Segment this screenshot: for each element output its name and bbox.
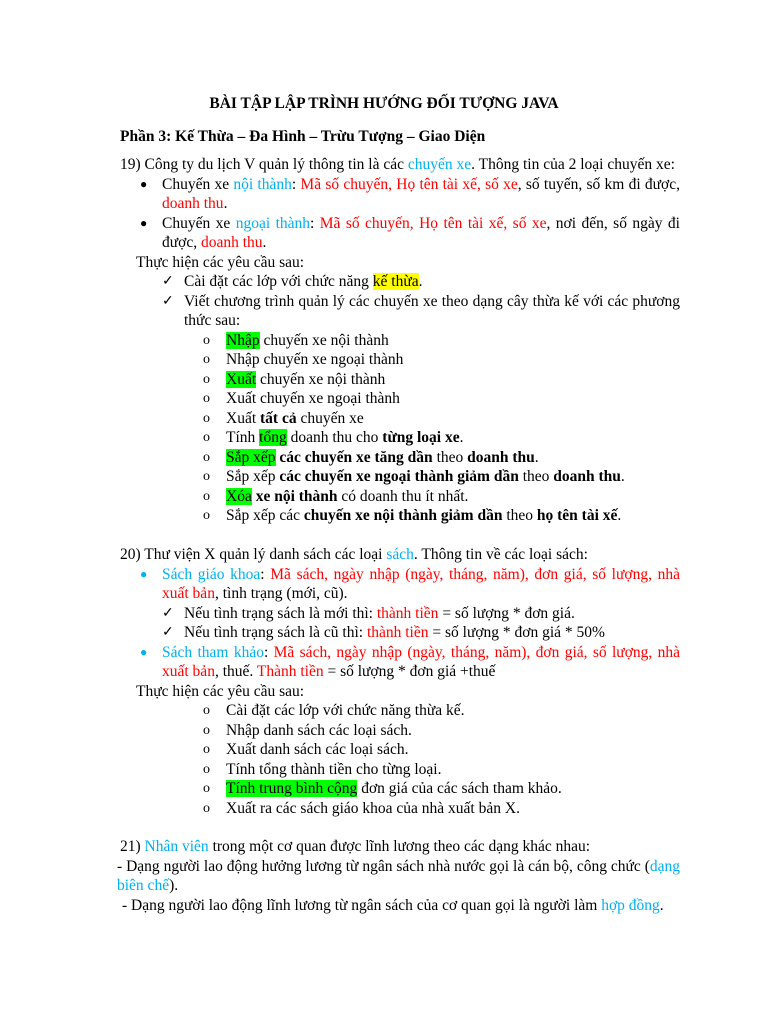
q20-bullet-sach-giao-khoa: ● Sách giáo khoa: Mã sách, ngày nhập (ngày, tháng, năm), đơn giá, số lượng, nhà xuất bản, tình trạng (mới, cũ).: [140, 565, 680, 602]
circle-bullet-icon: o: [203, 488, 210, 504]
q20-intro: 20) Thư viện X quản lý danh sách các loại sách. Thông tin về các loại sách:: [120, 546, 588, 563]
bullet-icon: ●: [140, 176, 148, 191]
question-21: [0, 837, 768, 915]
q20-task-2: o Nhập danh sách các loại sách.: [203, 721, 412, 739]
circle-bullet-icon: o: [203, 722, 210, 738]
q20-task-5: o Tính trung bình cộng đơn giá của các sách tham khảo.: [203, 780, 562, 797]
q19-requirements-label: Thực hiện các yêu cầu sau:: [136, 253, 305, 271]
q19-method-4: o Xuất chuyến xe ngoại thành: [203, 390, 400, 407]
q21-type-hop-dong: - Dạng người lao động lĩnh lương từ ngân sách của cơ quan gọi là người làm hợp đồng.: [122, 896, 664, 914]
q21-intro: 21) Nhân viên trong một cơ quan được lĩnh lương theo các dạng khác nhau:: [120, 838, 591, 855]
q19-method-6: o Tính tổng doanh thu cho từng loại xe.: [203, 429, 464, 446]
checkmark-icon: ✓: [162, 605, 174, 621]
q19-method-3: o Xuất chuyến xe nội thành: [203, 370, 386, 388]
document-subtitle: Phần 3: Kế Thừa – Đa Hình – Trừu Tượng – Giao Diện: [120, 128, 486, 145]
q19-method-2: o Nhập chuyến xe ngoại thành: [203, 351, 404, 368]
circle-bullet-icon: o: [203, 352, 210, 367]
q20-check-2: ✓ Nếu tình trạng sách là cũ thì: thành tiền = số lượng * đơn giá * 50%: [162, 624, 605, 641]
circle-bullet-icon: o: [203, 761, 210, 777]
document-title: BÀI TẬP LẬP TRÌNH HƯỚNG ĐỐI TƯỢNG JAVA: [209, 95, 559, 112]
circle-bullet-icon: o: [203, 430, 210, 445]
q19-method-1: o Nhập chuyến xe nội thành: [203, 331, 389, 349]
q19-check-2: ✓ Viết chương trình quản lý các chuyến xe theo dạng cây thừa kế với các phương thức sau:: [162, 292, 680, 329]
circle-bullet-icon: o: [203, 800, 210, 816]
q20-task-1: o Cài đặt các lớp với chức năng thừa kế.: [203, 702, 465, 719]
bullet-icon: ●: [140, 644, 148, 659]
checkmark-icon: ✓: [162, 293, 174, 309]
circle-bullet-icon: o: [203, 371, 210, 387]
q20-task-3: o Xuất danh sách các loại sách.: [203, 741, 409, 758]
q19-method-5: o Xuất tất cả chuyến xe: [203, 409, 364, 427]
q19-bullet-ngoai-thanh: ● Chuyến xe ngoại thành: Mã số chuyến, Họ tên tài xế, số xe, nơi đến, số ngày đi được, doanh thu.: [140, 214, 680, 251]
circle-bullet-icon: o: [203, 391, 210, 406]
circle-bullet-icon: o: [203, 781, 210, 796]
q20-bullet-sach-tham-khao: ● Sách tham khảo: Mã sách, ngày nhập (ngày, tháng, năm), đơn giá, số lượng, nhà xuất bản, thuế. Thành tiền = số lượng * đơn giá +thuế: [140, 643, 680, 680]
q20-task-4: o Tính tổng thành tiền cho từng loại.: [203, 760, 442, 778]
checkmark-icon: ✓: [162, 625, 174, 640]
circle-bullet-icon: o: [203, 410, 210, 426]
q19-method-8: o Sắp xếp các chuyến xe ngoại thành giảm dần theo doanh thu.: [203, 468, 625, 485]
question-20: [0, 545, 768, 818]
checkmark-icon: ✓: [162, 274, 174, 289]
q20-check-1: ✓ Nếu tình trạng sách là mới thì: thành tiền = số lượng * đơn giá.: [162, 604, 575, 622]
q19-method-10: o Sắp xếp các chuyến xe nội thành giảm dần theo họ tên tài xế.: [203, 507, 622, 524]
circle-bullet-icon: o: [203, 449, 210, 465]
circle-bullet-icon: o: [203, 703, 210, 718]
bullet-icon: ●: [140, 215, 148, 230]
circle-bullet-icon: o: [203, 742, 210, 757]
q20-task-6: o Xuất ra các sách giáo khoa của nhà xuất bản X.: [203, 799, 520, 817]
circle-bullet-icon: o: [203, 332, 210, 348]
q21-type-bien-che: - Dạng người lao động hưởng lương từ ngân sách nhà nước gọi là cán bộ, công chức (dạng biên chế).: [117, 857, 680, 894]
q19-check-1: ✓ Cài đặt các lớp với chức năng kế thừa.: [162, 273, 423, 290]
q19-intro: 19) Công ty du lịch V quản lý thông tin là các chuyến xe. Thông tin của 2 loại chuyến xe:: [120, 156, 675, 173]
q19-method-9: o Xóa xe nội thành có doanh thu ít nhất.: [203, 487, 469, 505]
bullet-icon: ●: [140, 566, 148, 581]
question-19: [0, 155, 768, 526]
circle-bullet-icon: o: [203, 508, 210, 523]
q19-bullet-noi-thanh: ● Chuyến xe nội thành: Mã số chuyến, Họ tên tài xế, số xe, số tuyến, số km đi được, doanh thu.: [140, 175, 680, 212]
circle-bullet-icon: o: [203, 469, 210, 484]
q20-requirements-label: Thực hiện các yêu cầu sau:: [136, 682, 305, 700]
q19-method-7: o Sắp xếp các chuyến xe tăng dần theo doanh thu.: [203, 448, 539, 466]
